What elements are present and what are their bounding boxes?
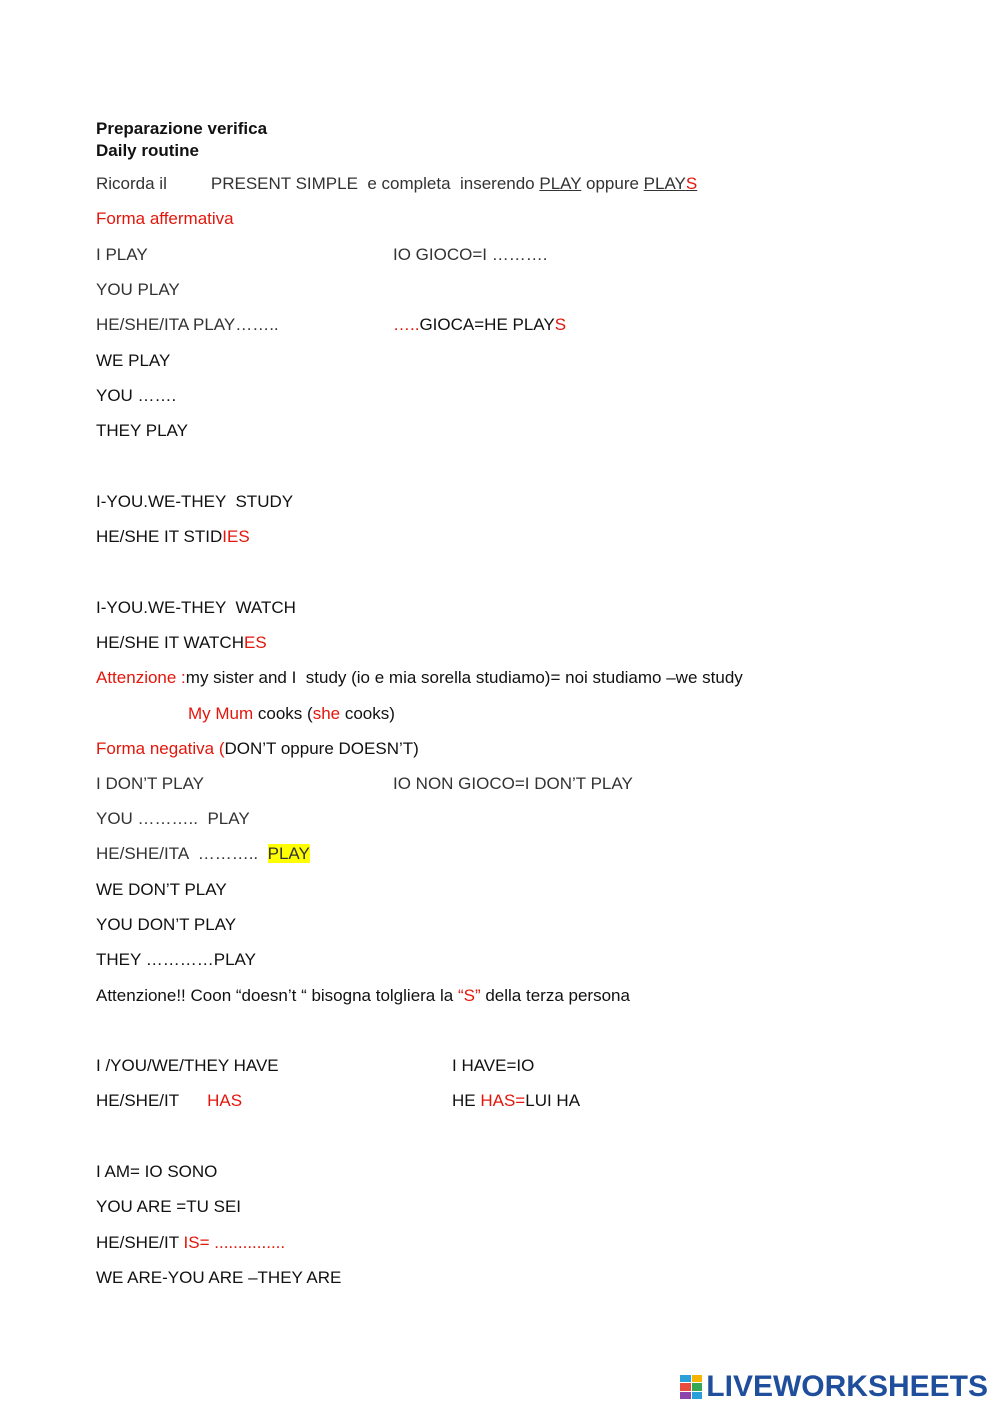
intro-oppure: oppure bbox=[581, 174, 644, 193]
attenzione-line: Attenzione :my sister and I study (io e mia sorella studiamo)= noi studiamo –we study bbox=[96, 668, 743, 687]
watch-line-2: HE/SHE IT WATCHES bbox=[96, 633, 267, 652]
neg-line-5: YOU DON’T PLAY bbox=[96, 915, 237, 934]
be-line-1: I AM= IO SONO bbox=[96, 1162, 218, 1181]
have-line-2: HE/SHE/IT HAS bbox=[96, 1091, 243, 1110]
aff-line-5: YOU ……. bbox=[96, 386, 177, 405]
logo-text: LIVEWORKSHEETS bbox=[706, 1370, 988, 1403]
negativa-heading: Forma negativa (DON’T oppure DOESN’T) bbox=[96, 739, 419, 758]
affermativa-heading: Forma affermativa bbox=[96, 209, 234, 228]
intro-plays: PLAYS bbox=[643, 174, 698, 193]
have-line-2-right: HE HAS=LUI HA bbox=[452, 1091, 581, 1110]
intro-play: PLAY bbox=[539, 174, 582, 193]
aff-line-1-right: IO GIOCO=I ………. bbox=[393, 245, 548, 264]
be-line-3: HE/SHE/IT IS= ............... bbox=[96, 1233, 286, 1252]
intro-present: PRESENT SIMPLE e completa inserendo bbox=[210, 174, 540, 193]
have-line-1-right: I HAVE=IO bbox=[452, 1056, 535, 1075]
neg-line-3: HE/SHE/ITA ……….. PLAY bbox=[96, 844, 310, 863]
neg-line-2: YOU ……….. PLAY bbox=[96, 809, 250, 828]
neg-line-6: THEY …………PLAY bbox=[96, 950, 256, 969]
logo-icon bbox=[680, 1375, 702, 1399]
highlighted-play: PLAY bbox=[267, 844, 310, 863]
aff-line-6: THEY PLAY bbox=[96, 421, 188, 440]
aff-line-3-right: …..GIOCA=HE PLAYS bbox=[393, 315, 567, 334]
worksheet-title: Preparazione verifica bbox=[96, 119, 268, 138]
intro-line bbox=[96, 173, 697, 195]
aff-line-4: WE PLAY bbox=[96, 351, 171, 370]
neg-line-1: I DON’T PLAY bbox=[96, 774, 205, 793]
aff-line-1: I PLAY bbox=[96, 245, 148, 264]
neg-line-4: WE DON’T PLAY bbox=[96, 880, 227, 899]
negativa-note: Attenzione!! Coon “doesn’t “ bisogna tolgliera la “S” della terza persona bbox=[96, 986, 630, 1005]
watch-line-1: I-YOU.WE-THEY WATCH bbox=[96, 598, 296, 617]
be-line-4: WE ARE-YOU ARE –THEY ARE bbox=[96, 1268, 342, 1287]
neg-line-1-right: IO NON GIOCO=I DON’T PLAY bbox=[393, 774, 633, 793]
intro-ricorda: Ricorda il bbox=[96, 174, 167, 193]
liveworksheets-logo[interactable] bbox=[680, 1372, 988, 1402]
worksheet-subtitle: Daily routine bbox=[96, 141, 199, 160]
be-line-2: YOU ARE =TU SEI bbox=[96, 1197, 242, 1216]
worksheet-page bbox=[96, 0, 976, 1414]
study-line-1: I-YOU.WE-THEY STUDY bbox=[96, 492, 294, 511]
have-line-1: I /YOU/WE/THEY HAVE bbox=[96, 1056, 279, 1075]
study-line-2: HE/SHE IT STIDIES bbox=[96, 527, 250, 546]
mum-line: My Mum cooks (she cooks) bbox=[188, 704, 395, 723]
aff-line-2: YOU PLAY bbox=[96, 280, 180, 299]
aff-line-3: HE/SHE/ITA PLAY…….. bbox=[96, 315, 279, 334]
